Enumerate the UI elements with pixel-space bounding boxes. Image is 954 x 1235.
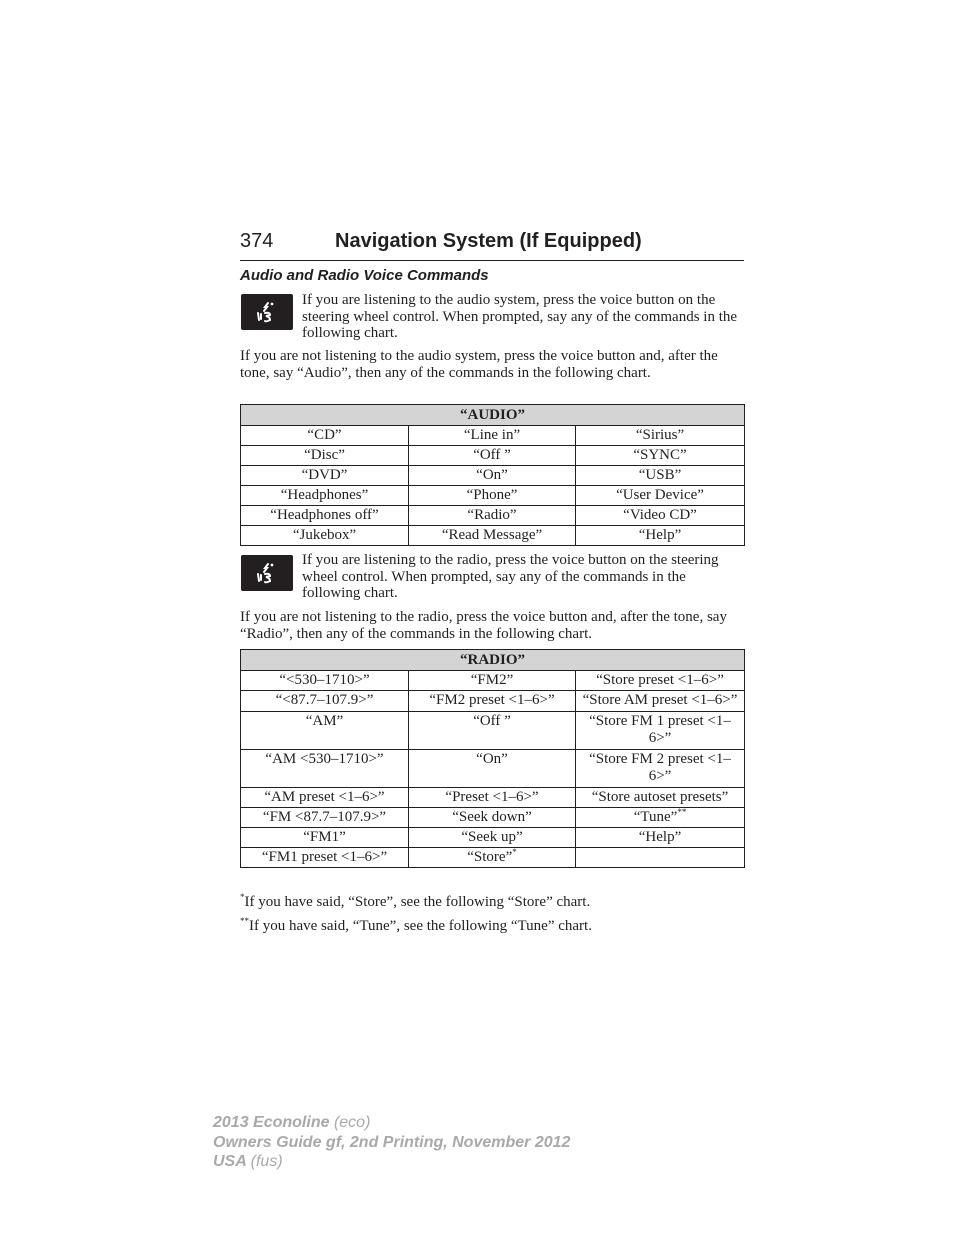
footer-model-code: (eco) [333, 1114, 371, 1131]
table-cell [576, 847, 745, 867]
audio-intro-text: If you are listening to the audio system, press the voice button on the steering wheel control. When prompted, say any of the commands in the following chart. [302, 292, 738, 341]
table-header-row [241, 405, 745, 426]
table-row [241, 787, 745, 807]
audio-paragraph: If you are not listening to the audio system, press the voice button and, after the tone, say “Audio”, then any of the commands in the following chart. [240, 348, 718, 381]
table-cell: “Seek up” [409, 827, 576, 847]
radio-table-header: “RADIO” [241, 650, 745, 671]
table-row [241, 827, 745, 847]
table-row [241, 466, 745, 486]
voice-command-icon [241, 294, 293, 330]
radio-paragraph: If you are not listening to the radio, press the voice button and, after the tone, say “Radio”, then any of the commands in the following chart. [240, 609, 727, 642]
table-cell: “Radio” [409, 506, 576, 526]
footnote-text: If you have said, “Store”, see the following “Store” chart. [244, 894, 591, 910]
page-number: 374 [240, 230, 274, 252]
table-cell: “Store preset <1–6>” [576, 671, 745, 691]
table-cell: “FM1” [241, 827, 409, 847]
table-cell: “<87.7–107.9>” [241, 691, 409, 712]
table-row [241, 711, 745, 749]
table-cell [576, 807, 745, 827]
table-row [241, 671, 745, 691]
table-cell: “Headphones” [241, 486, 409, 506]
page-header [240, 228, 744, 261]
table-header-row [241, 650, 745, 671]
table-cell: “Off ” [409, 446, 576, 466]
radio-intro-text: If you are listening to the radio, press the voice button on the steering wheel control. When prompted, say any of the commands in the following chart. [302, 552, 719, 601]
page-title: Navigation System (If Equipped) [335, 230, 642, 252]
table-cell: “Seek down” [409, 807, 576, 827]
table-row [241, 506, 745, 526]
audio-table-header: “AUDIO” [241, 405, 745, 426]
radio-commands-table [240, 649, 745, 868]
table-cell: “AM preset <1–6>” [241, 787, 409, 807]
table-cell: “Video CD” [576, 506, 745, 526]
table-cell: “Store FM 2 preset <1–6>” [576, 749, 745, 787]
footer-line: Owners Guide gf, 2nd Printing, November 2012 [213, 1133, 571, 1151]
table-cell [409, 847, 576, 867]
footer-market: USA [213, 1153, 247, 1170]
table-cell: “DVD” [241, 466, 409, 486]
footnote-mark: * [240, 892, 245, 902]
table-cell: “Headphones off” [241, 506, 409, 526]
table-cell: “<530–1710>” [241, 671, 409, 691]
footnote [240, 894, 590, 911]
table-cell: “Disc” [241, 446, 409, 466]
section-title: Audio and Radio Voice Commands [240, 267, 489, 284]
table-cell: “FM2 preset <1–6>” [409, 691, 576, 712]
table-cell: “SYNC” [576, 446, 745, 466]
table-row [241, 446, 745, 466]
table-cell: “Store autoset presets” [576, 787, 745, 807]
table-row [241, 749, 745, 787]
table-row [241, 807, 745, 827]
footnote-text: If you have said, “Tune”, see the following “Tune” chart. [249, 918, 592, 934]
table-cell: “AM” [241, 711, 409, 749]
cell-text: “Tune” [633, 808, 678, 825]
footnote [240, 918, 592, 935]
table-row [241, 526, 745, 546]
table-cell: “Help” [576, 827, 745, 847]
table-row [241, 426, 745, 446]
table-cell: “USB” [576, 466, 745, 486]
table-cell: “Off ” [409, 711, 576, 749]
table-cell: “On” [409, 749, 576, 787]
table-cell: “Store AM preset <1–6>” [576, 691, 745, 712]
footer-model: 2013 Econoline [213, 1114, 330, 1131]
cell-text: “Store” [467, 848, 513, 865]
table-cell: “Read Message” [409, 526, 576, 546]
voice-command-icon [241, 555, 293, 591]
table-cell: “CD” [241, 426, 409, 446]
table-cell: “Phone” [409, 486, 576, 506]
table-cell: “AM <530–1710>” [241, 749, 409, 787]
table-cell: “Jukebox” [241, 526, 409, 546]
table-cell: “Help” [576, 526, 745, 546]
table-cell: “Store FM 1 preset <1–6>” [576, 711, 745, 749]
table-row [241, 691, 745, 712]
table-cell: “Line in” [409, 426, 576, 446]
table-row [241, 486, 745, 506]
table-cell: “Preset <1–6>” [409, 787, 576, 807]
table-cell: “User Device” [576, 486, 745, 506]
footnote-mark: * [512, 846, 517, 857]
page-footer [213, 1113, 570, 1172]
table-cell: “FM2” [409, 671, 576, 691]
footer-market-code: (fus) [250, 1153, 283, 1170]
table-cell: “FM1 preset <1–6>” [241, 847, 409, 867]
footnote-mark: ** [240, 916, 249, 926]
table-cell: “Sirius” [576, 426, 745, 446]
footer-line [213, 1113, 570, 1133]
table-cell: “On” [409, 466, 576, 486]
table-row [241, 847, 745, 867]
audio-commands-table [240, 404, 745, 546]
table-cell: “FM <87.7–107.9>” [241, 807, 409, 827]
footer-line [213, 1152, 570, 1172]
footnote-mark: ** [677, 806, 687, 817]
